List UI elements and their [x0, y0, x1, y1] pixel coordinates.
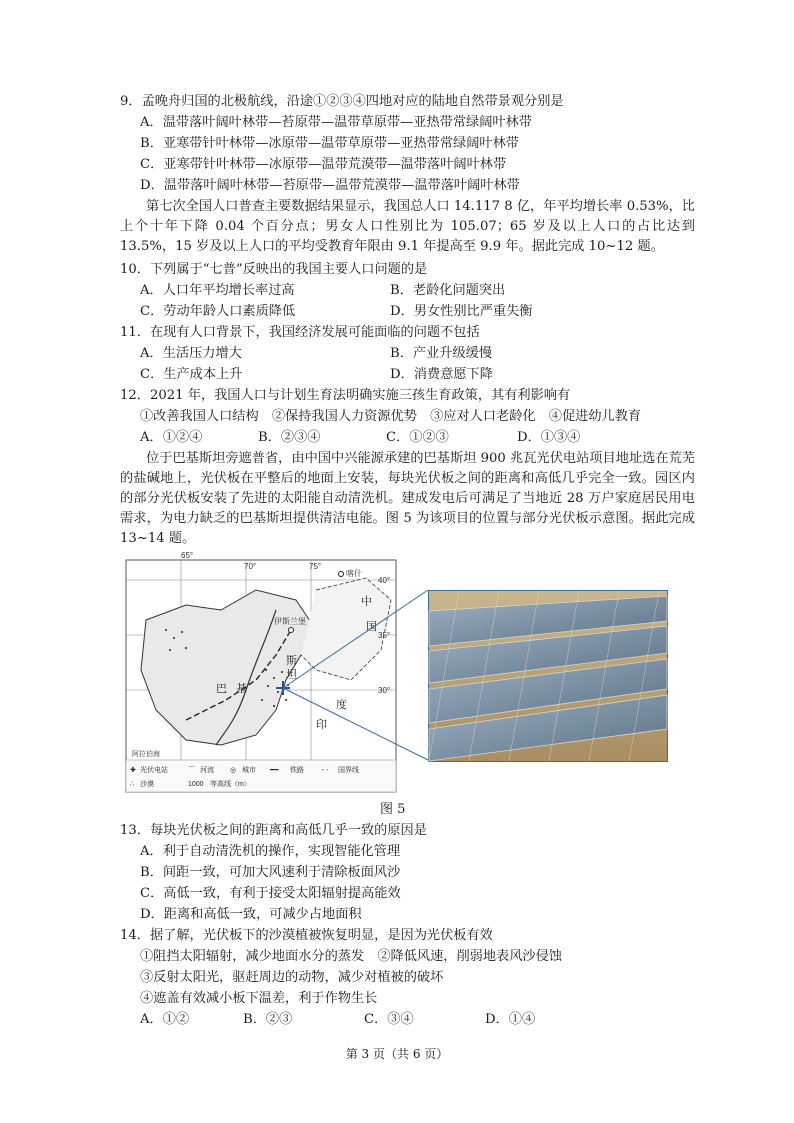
legend-river-icon: ⌒: [188, 767, 195, 774]
q12-items: ①改善我国人口结构 ②保持我国人力资源优势 ③应对人口老龄化 ④促进幼儿教育: [140, 409, 642, 424]
q13-option-a: A．利于自动清洗机的操作，实现智能化管理: [140, 844, 401, 859]
q9-stem: 9．孟晚舟归国的北极航线，沿途①②③④四地对应的陆地自然带景观分别是: [120, 94, 564, 109]
legend-railway-icon: ━━: [270, 767, 279, 774]
legend-desert-icon: ∴: [130, 781, 135, 788]
q10-option-c: C．劳动年龄人口素质降低: [140, 304, 296, 319]
passage-solar: [120, 449, 695, 549]
q14-stem: 14．据了解，光伏板下的沙漠植被恢复明显，是因为光伏板有效: [120, 928, 493, 943]
passage-census: [120, 197, 695, 257]
figure-caption: 图 5: [380, 802, 406, 817]
q11-option-c: C．生产成本上升: [140, 367, 243, 382]
q10-option-b: B．老龄化问题突出: [390, 283, 506, 298]
q14-item-3: ④遮盖有效减小板下温差，利于作物生长: [140, 991, 378, 1006]
passage-solar-text: 位于巴基斯坦旁遮普省，由中国中兴能源承建的巴基斯坦 900 兆瓦光伏电站项目地址选在荒芜的盐碱地上，光伏板在平整后的地面上安装，每块光伏板之间的距离和高低几乎完全一致。园区内的部分光伏板安装了先进的太阳能自动清洗机。建成发电后可满足了当地近 28 万户家庭居民用电需求，为电力缺乏的巴基斯坦提供清洁电能。图 5 为该项目的位置与部分光伏板示意图。据此完成 13~14 题。: [120, 451, 695, 546]
q11-stem: 11．在现有人口背景下，我国经济发展可能面临的问题不包括: [120, 325, 480, 340]
q9-option-b: B．亚寒带针叶林带—冰原带—温带草原带—亚热带常绿阔叶林带: [140, 136, 519, 151]
country-char-ji: 基: [236, 683, 247, 695]
city-label-kashgar: 喀什: [346, 569, 362, 578]
sea-label: 阿拉伯海: [132, 751, 160, 758]
country-char-tan: 坦: [286, 669, 297, 681]
q11-option-a: A．生活压力增大: [140, 346, 242, 361]
page-footer: 第 3 页（共 6 页）: [345, 1047, 449, 1061]
q12-option-a: A．①②④: [140, 430, 203, 445]
q11-option-b: B．产业升级缓慢: [390, 346, 493, 361]
legend-solar-icon: ✚: [130, 767, 136, 774]
country-char-ba: 巴: [216, 683, 227, 695]
figure-5: [126, 551, 666, 792]
lat-label-2: 35°: [378, 631, 391, 640]
q11-option-d: D．消费意愿下降: [390, 367, 493, 382]
q10-option-a: A．人口年平均增长率过高: [140, 283, 295, 298]
solar-panels-illustration: [429, 591, 667, 761]
lon-label-2: 70°: [244, 562, 257, 571]
q10-option-d: D．男女性别比严重失衡: [390, 304, 533, 319]
lon-label-1: 65°: [181, 551, 194, 560]
q14-item-2: ③反射太阳光，驱赶周边的动物，减少对植被的破坏: [140, 970, 444, 985]
country-char-guo: 国: [366, 621, 377, 633]
legend-city-icon: ◎: [230, 767, 237, 774]
q13-option-d: D．距离和高低一致，可减少占地面积: [140, 907, 362, 922]
q10-stem: 10．下列属于“七普”反映出的我国主要人口问题的是: [120, 262, 428, 277]
q12-option-c: C．①②③: [386, 430, 449, 445]
solar-panels-photo: [428, 590, 668, 762]
lon-label-3: 75°: [309, 562, 322, 571]
q13-option-b: B．间距一致，可加大风速利于清除板面风沙: [140, 865, 401, 880]
legend-railway-label: 铁路: [290, 767, 304, 774]
country-char-yin: 印: [316, 719, 327, 731]
q9-option-d: D．温带落叶阔叶林带—苔原带—温带荒漠带—温带落叶阔叶林带: [140, 178, 520, 193]
q9-option-a: A．温带落叶阔叶林带—苔原带—温带草原带—亚热带常绿阔叶林带: [140, 115, 532, 130]
q9-option-c: C．亚寒带针叶林带—冰原带—温带荒漠带—温带落叶阔叶林带: [140, 157, 507, 172]
country-char-zhong: 中: [361, 596, 372, 608]
q14-option-b: B．②③: [243, 1012, 293, 1027]
q14-option-d: D．①④: [485, 1012, 536, 1027]
legend-contour-value: 1000: [188, 781, 204, 788]
q14-item-1: ①阻挡太阳辐射，减少地面水分的蒸发 ②降低风速，削弱地表风沙侵蚀: [140, 949, 562, 964]
legend-border-icon: - -: [322, 767, 329, 774]
legend-river-label: 河流: [200, 767, 214, 774]
legend-contour-label: 等高线（m）: [210, 781, 251, 788]
legend-city-label: 城市: [242, 767, 256, 774]
q12-option-d: D．①③④: [517, 430, 581, 445]
q12-stem: 12．2021 年，我国人口与计划生育法明确实施三孩生育政策，其有利影响有: [120, 388, 571, 403]
lat-label-1: 40°: [378, 576, 391, 585]
country-char-du: 度: [336, 699, 347, 711]
q12-option-b: B．②③④: [258, 430, 321, 445]
passage-census-text: 第七次全国人口普查主要数据结果显示，我国总人口 14.117 8 亿，年平均增长率 0.53%，比上个十年下降 0.04 个百分点；男女人口性别比为 105.07；65 岁及以上人口的占比达到 13.5%，15 岁及以上人口的平均受教育年限由 9.1 年提高至 9.9 年。据此完成 10~12 题。: [120, 199, 695, 254]
q14-option-c: C．③④: [364, 1012, 414, 1027]
q13-option-c: C．高低一致，有利于接受太阳辐射提高能效: [140, 886, 401, 901]
legend-desert-label: 沙漠: [140, 781, 154, 788]
legend-solar-label: 光伏电站: [140, 767, 168, 774]
q13-stem: 13．每块光伏板之间的距离和高低几乎一致的原因是: [120, 823, 427, 838]
legend-border-label: 国界线: [338, 767, 359, 774]
country-char-si: 斯: [286, 655, 297, 667]
city-label-islamabad: 伊斯兰堡: [274, 617, 306, 626]
q14-option-a: A．①②: [140, 1012, 190, 1027]
lat-label-3: 30°: [378, 686, 391, 695]
